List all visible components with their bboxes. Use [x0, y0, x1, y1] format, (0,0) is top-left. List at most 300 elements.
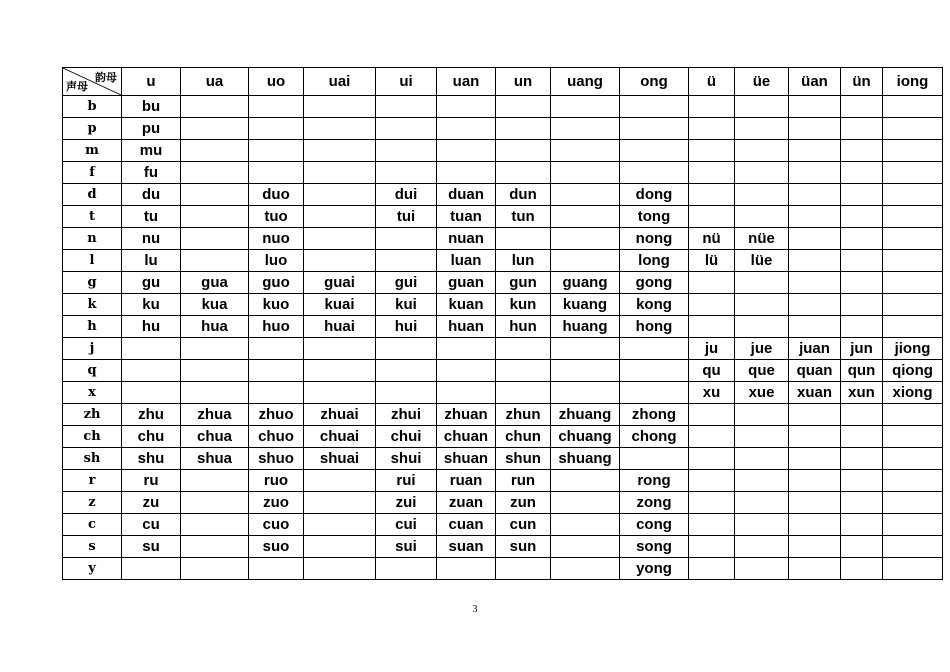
syllable-cell	[789, 470, 841, 492]
table-row	[63, 426, 943, 448]
syllable-cell	[689, 404, 735, 426]
initial-cell: s	[63, 536, 122, 558]
syllable-cell	[551, 536, 620, 558]
syllable-cell	[181, 360, 249, 382]
syllable-cell	[883, 294, 943, 316]
table-row	[63, 316, 943, 338]
syllable-cell	[122, 382, 181, 404]
syllable-cell: fu	[122, 162, 181, 184]
syllable-cell	[789, 514, 841, 536]
syllable-cell	[551, 492, 620, 514]
syllable-cell: bu	[122, 96, 181, 118]
final-header-cell: ong	[620, 68, 689, 96]
initial-cell: ch	[63, 426, 122, 448]
syllable-cell: lu	[122, 250, 181, 272]
initial-cell: x	[63, 382, 122, 404]
syllable-cell	[689, 272, 735, 294]
syllable-cell	[249, 338, 304, 360]
syllable-cell: cuo	[249, 514, 304, 536]
syllable-cell	[122, 338, 181, 360]
syllable-cell	[551, 558, 620, 580]
syllable-cell	[735, 206, 789, 228]
syllable-cell: zhui	[376, 404, 437, 426]
initial-cell: f	[63, 162, 122, 184]
syllable-cell	[304, 184, 376, 206]
syllable-cell: ku	[122, 294, 181, 316]
table-row	[63, 448, 943, 470]
syllable-cell: run	[496, 470, 551, 492]
syllable-cell: shun	[496, 448, 551, 470]
syllable-cell	[789, 272, 841, 294]
initial-cell: t	[63, 206, 122, 228]
syllable-cell: pu	[122, 118, 181, 140]
syllable-cell	[841, 294, 883, 316]
syllable-cell	[551, 184, 620, 206]
syllable-cell: zong	[620, 492, 689, 514]
syllable-cell	[789, 294, 841, 316]
syllable-cell	[122, 558, 181, 580]
syllable-cell: ruan	[437, 470, 496, 492]
syllable-cell: chuai	[304, 426, 376, 448]
initial-cell: c	[63, 514, 122, 536]
initial-cell: h	[63, 316, 122, 338]
syllable-cell	[304, 250, 376, 272]
syllable-cell	[376, 162, 437, 184]
syllable-cell	[496, 338, 551, 360]
syllable-cell: chuang	[551, 426, 620, 448]
syllable-cell	[789, 184, 841, 206]
initial-cell: q	[63, 360, 122, 382]
initials-axis-label: 声母	[66, 80, 88, 93]
syllable-cell	[249, 558, 304, 580]
syllable-cell	[376, 140, 437, 162]
syllable-cell	[376, 382, 437, 404]
syllable-cell: kong	[620, 294, 689, 316]
table-row	[63, 360, 943, 382]
syllable-cell: zhuo	[249, 404, 304, 426]
syllable-cell	[620, 338, 689, 360]
syllable-cell	[789, 140, 841, 162]
syllable-cell: shuai	[304, 448, 376, 470]
syllable-cell: shui	[376, 448, 437, 470]
syllable-cell: dong	[620, 184, 689, 206]
table-row	[63, 140, 943, 162]
table-row	[63, 228, 943, 250]
syllable-cell: zhuang	[551, 404, 620, 426]
final-header-cell: üe	[735, 68, 789, 96]
syllable-cell: huang	[551, 316, 620, 338]
syllable-cell	[883, 426, 943, 448]
syllable-cell	[551, 360, 620, 382]
syllable-cell: gu	[122, 272, 181, 294]
syllable-cell: suo	[249, 536, 304, 558]
syllable-cell: cui	[376, 514, 437, 536]
syllable-cell	[841, 426, 883, 448]
syllable-cell	[883, 118, 943, 140]
syllable-cell: cun	[496, 514, 551, 536]
syllable-cell: tui	[376, 206, 437, 228]
syllable-cell	[735, 316, 789, 338]
syllable-cell: tong	[620, 206, 689, 228]
syllable-cell: guai	[304, 272, 376, 294]
table-row	[63, 184, 943, 206]
syllable-cell: huai	[304, 316, 376, 338]
initial-cell: n	[63, 228, 122, 250]
syllable-cell	[789, 96, 841, 118]
syllable-cell	[735, 514, 789, 536]
syllable-cell	[789, 118, 841, 140]
syllable-cell: hu	[122, 316, 181, 338]
syllable-cell	[304, 470, 376, 492]
syllable-cell	[789, 162, 841, 184]
syllable-cell	[789, 228, 841, 250]
syllable-cell	[689, 294, 735, 316]
syllable-cell: zhuai	[304, 404, 376, 426]
syllable-cell: long	[620, 250, 689, 272]
syllable-cell	[735, 184, 789, 206]
syllable-cell	[551, 514, 620, 536]
syllable-cell	[551, 250, 620, 272]
syllable-cell: hua	[181, 316, 249, 338]
syllable-cell: kun	[496, 294, 551, 316]
syllable-cell: luo	[249, 250, 304, 272]
final-header-cell: uan	[437, 68, 496, 96]
syllable-cell	[841, 558, 883, 580]
syllable-cell: kua	[181, 294, 249, 316]
syllable-cell: song	[620, 536, 689, 558]
page-number: 3	[472, 604, 478, 615]
syllable-cell: guo	[249, 272, 304, 294]
syllable-cell: nü	[689, 228, 735, 250]
syllable-cell: nong	[620, 228, 689, 250]
syllable-cell	[304, 118, 376, 140]
table-row	[63, 272, 943, 294]
syllable-cell	[841, 448, 883, 470]
syllable-cell	[883, 536, 943, 558]
syllable-cell: zuo	[249, 492, 304, 514]
syllable-cell	[496, 558, 551, 580]
syllable-cell	[620, 360, 689, 382]
syllable-cell	[551, 228, 620, 250]
syllable-cell	[883, 206, 943, 228]
syllable-cell	[735, 470, 789, 492]
finals-axis-label: 韵母	[95, 71, 117, 84]
syllable-cell: nuan	[437, 228, 496, 250]
syllable-cell: yong	[620, 558, 689, 580]
syllable-cell	[181, 206, 249, 228]
syllable-cell	[304, 360, 376, 382]
syllable-cell	[376, 250, 437, 272]
final-header-cell: u	[122, 68, 181, 96]
syllable-cell: guang	[551, 272, 620, 294]
syllable-cell	[496, 228, 551, 250]
syllable-cell: nuo	[249, 228, 304, 250]
syllable-cell	[249, 162, 304, 184]
syllable-cell	[304, 228, 376, 250]
syllable-cell	[789, 426, 841, 448]
syllable-cell: luan	[437, 250, 496, 272]
syllable-cell: chuan	[437, 426, 496, 448]
syllable-cell	[789, 558, 841, 580]
syllable-cell	[735, 558, 789, 580]
syllable-cell	[689, 536, 735, 558]
initial-cell: m	[63, 140, 122, 162]
syllable-cell	[689, 558, 735, 580]
syllable-cell: zu	[122, 492, 181, 514]
syllable-cell	[883, 272, 943, 294]
final-header-cell: ün	[841, 68, 883, 96]
syllable-cell: nüe	[735, 228, 789, 250]
syllable-cell	[689, 426, 735, 448]
syllable-cell	[181, 228, 249, 250]
syllable-cell	[883, 140, 943, 162]
final-header-cell: iong	[883, 68, 943, 96]
syllable-cell	[181, 492, 249, 514]
syllable-cell	[496, 96, 551, 118]
syllable-cell	[883, 228, 943, 250]
syllable-cell	[883, 162, 943, 184]
syllable-cell	[620, 382, 689, 404]
syllable-cell	[181, 338, 249, 360]
syllable-cell	[789, 206, 841, 228]
syllable-cell: hun	[496, 316, 551, 338]
syllable-cell	[883, 448, 943, 470]
initial-cell: l	[63, 250, 122, 272]
syllable-cell	[304, 96, 376, 118]
syllable-cell: gong	[620, 272, 689, 294]
syllable-cell: juan	[789, 338, 841, 360]
syllable-cell	[883, 404, 943, 426]
syllable-cell	[841, 140, 883, 162]
syllable-cell	[496, 140, 551, 162]
syllable-cell: lüe	[735, 250, 789, 272]
syllable-cell	[841, 162, 883, 184]
syllable-cell	[735, 140, 789, 162]
syllable-cell	[249, 360, 304, 382]
syllable-cell: kuang	[551, 294, 620, 316]
syllable-cell: gua	[181, 272, 249, 294]
syllable-cell	[181, 118, 249, 140]
syllable-cell: lü	[689, 250, 735, 272]
syllable-cell	[376, 338, 437, 360]
final-header-cell: uang	[551, 68, 620, 96]
syllable-cell: cong	[620, 514, 689, 536]
syllable-cell	[437, 96, 496, 118]
syllable-cell	[437, 360, 496, 382]
final-header-cell: ü	[689, 68, 735, 96]
syllable-cell	[620, 118, 689, 140]
syllable-cell	[883, 316, 943, 338]
syllable-cell	[883, 558, 943, 580]
table-row	[63, 558, 943, 580]
syllable-cell	[181, 162, 249, 184]
syllable-cell: shu	[122, 448, 181, 470]
table-row	[63, 250, 943, 272]
final-header-cell: un	[496, 68, 551, 96]
syllable-cell: qun	[841, 360, 883, 382]
syllable-cell	[551, 118, 620, 140]
syllable-cell: dun	[496, 184, 551, 206]
syllable-cell: xue	[735, 382, 789, 404]
syllable-cell	[122, 360, 181, 382]
syllable-cell	[304, 382, 376, 404]
syllable-cell	[735, 162, 789, 184]
syllable-cell: chua	[181, 426, 249, 448]
final-header-cell: ui	[376, 68, 437, 96]
pinyin-syllable-table	[62, 67, 943, 580]
final-header-cell: uai	[304, 68, 376, 96]
syllable-cell	[437, 338, 496, 360]
syllable-cell: chuo	[249, 426, 304, 448]
syllable-cell: zhuan	[437, 404, 496, 426]
syllable-cell	[376, 118, 437, 140]
syllable-cell: huo	[249, 316, 304, 338]
table-row	[63, 382, 943, 404]
syllable-cell: hui	[376, 316, 437, 338]
syllable-cell	[437, 140, 496, 162]
syllable-cell: chui	[376, 426, 437, 448]
syllable-cell	[620, 96, 689, 118]
syllable-cell	[249, 140, 304, 162]
table-row	[63, 96, 943, 118]
syllable-cell	[496, 382, 551, 404]
syllable-cell	[181, 514, 249, 536]
syllable-cell: kuai	[304, 294, 376, 316]
syllable-cell	[841, 536, 883, 558]
syllable-cell	[689, 492, 735, 514]
table-row	[63, 162, 943, 184]
syllable-cell	[551, 96, 620, 118]
table-row	[63, 514, 943, 536]
syllable-cell: rong	[620, 470, 689, 492]
syllable-cell	[689, 96, 735, 118]
syllable-cell	[620, 140, 689, 162]
table-row	[63, 338, 943, 360]
syllable-cell	[841, 250, 883, 272]
syllable-cell	[883, 514, 943, 536]
syllable-cell: zun	[496, 492, 551, 514]
syllable-cell: xiong	[883, 382, 943, 404]
syllable-cell	[249, 118, 304, 140]
syllable-cell: suan	[437, 536, 496, 558]
syllable-cell	[437, 118, 496, 140]
syllable-cell	[437, 558, 496, 580]
syllable-cell	[304, 514, 376, 536]
syllable-cell	[376, 96, 437, 118]
syllable-cell	[181, 140, 249, 162]
syllable-cell: quan	[789, 360, 841, 382]
syllable-cell: duan	[437, 184, 496, 206]
syllable-cell	[304, 206, 376, 228]
syllable-cell	[496, 118, 551, 140]
syllable-cell: jun	[841, 338, 883, 360]
syllable-cell	[883, 96, 943, 118]
table-row	[63, 536, 943, 558]
syllable-cell: mu	[122, 140, 181, 162]
syllable-cell: cuan	[437, 514, 496, 536]
table-row	[63, 470, 943, 492]
syllable-cell	[841, 514, 883, 536]
syllable-cell: chun	[496, 426, 551, 448]
syllable-cell	[689, 316, 735, 338]
syllable-cell	[376, 360, 437, 382]
syllable-cell	[841, 492, 883, 514]
syllable-cell: shuo	[249, 448, 304, 470]
syllable-cell	[735, 294, 789, 316]
syllable-cell: qiong	[883, 360, 943, 382]
table-row	[63, 118, 943, 140]
syllable-cell	[249, 382, 304, 404]
syllable-cell	[735, 492, 789, 514]
syllable-cell	[735, 96, 789, 118]
syllable-cell	[304, 140, 376, 162]
corner-header-cell	[63, 68, 122, 96]
syllable-cell	[841, 272, 883, 294]
syllable-cell: rui	[376, 470, 437, 492]
syllable-cell	[883, 184, 943, 206]
syllable-cell	[841, 184, 883, 206]
syllable-cell	[689, 514, 735, 536]
syllable-cell: ru	[122, 470, 181, 492]
syllable-cell	[841, 206, 883, 228]
syllable-cell	[437, 382, 496, 404]
table-row	[63, 294, 943, 316]
final-header-cell: uo	[249, 68, 304, 96]
syllable-cell: gui	[376, 272, 437, 294]
initial-cell: y	[63, 558, 122, 580]
syllable-cell	[181, 536, 249, 558]
syllable-cell	[841, 404, 883, 426]
syllable-cell: shuan	[437, 448, 496, 470]
syllable-cell: tuo	[249, 206, 304, 228]
syllable-cell	[551, 206, 620, 228]
syllable-cell: zhu	[122, 404, 181, 426]
syllable-cell: chu	[122, 426, 181, 448]
initial-cell: d	[63, 184, 122, 206]
syllable-cell: du	[122, 184, 181, 206]
syllable-cell	[376, 228, 437, 250]
syllable-cell: xun	[841, 382, 883, 404]
syllable-cell	[551, 162, 620, 184]
syllable-cell	[181, 184, 249, 206]
syllable-cell	[841, 470, 883, 492]
syllable-cell	[304, 338, 376, 360]
syllable-cell: kuan	[437, 294, 496, 316]
syllable-cell	[789, 250, 841, 272]
syllable-cell	[181, 382, 249, 404]
syllable-cell: gun	[496, 272, 551, 294]
syllable-cell	[376, 558, 437, 580]
syllable-cell: xu	[689, 382, 735, 404]
syllable-cell	[304, 492, 376, 514]
syllable-cell: que	[735, 360, 789, 382]
syllable-cell	[689, 470, 735, 492]
syllable-cell	[689, 140, 735, 162]
syllable-cell	[437, 162, 496, 184]
syllable-cell	[789, 316, 841, 338]
initial-cell: zh	[63, 404, 122, 426]
syllable-cell	[689, 118, 735, 140]
syllable-cell	[789, 404, 841, 426]
syllable-cell: zhua	[181, 404, 249, 426]
syllable-cell	[496, 162, 551, 184]
syllable-cell: cu	[122, 514, 181, 536]
syllable-cell	[735, 448, 789, 470]
syllable-cell	[551, 470, 620, 492]
initial-cell: r	[63, 470, 122, 492]
syllable-cell: tu	[122, 206, 181, 228]
syllable-cell	[304, 558, 376, 580]
